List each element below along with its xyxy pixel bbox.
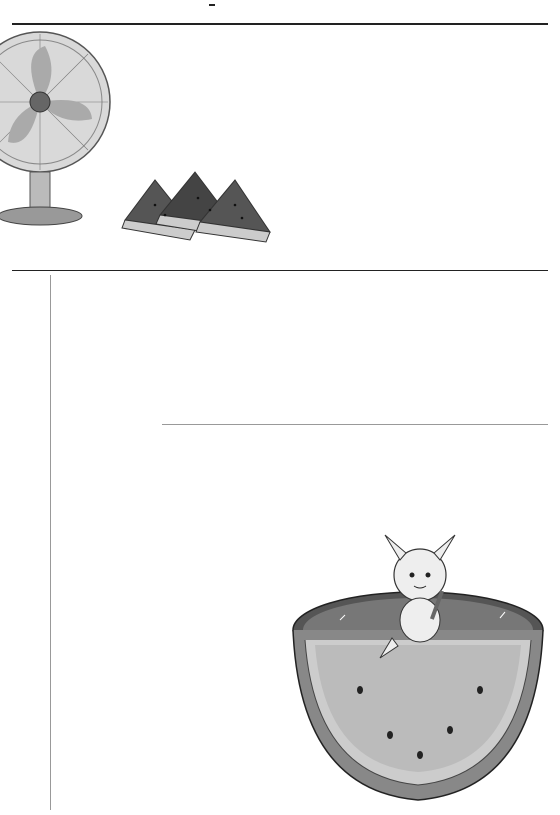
night-economy-body xyxy=(162,303,548,421)
cool-resources-continued xyxy=(162,545,267,807)
side-feature-body xyxy=(56,278,156,806)
divider-rule xyxy=(12,270,548,271)
electric-fan-illustration xyxy=(0,24,115,229)
watermelon-slices-illustration xyxy=(120,160,275,265)
column-divider xyxy=(50,275,51,810)
edition-badge xyxy=(209,4,215,6)
watermelon-bowl-illustration xyxy=(280,520,555,810)
lede-paragraph xyxy=(265,158,548,268)
section-divider xyxy=(162,424,548,425)
masthead xyxy=(205,4,219,6)
